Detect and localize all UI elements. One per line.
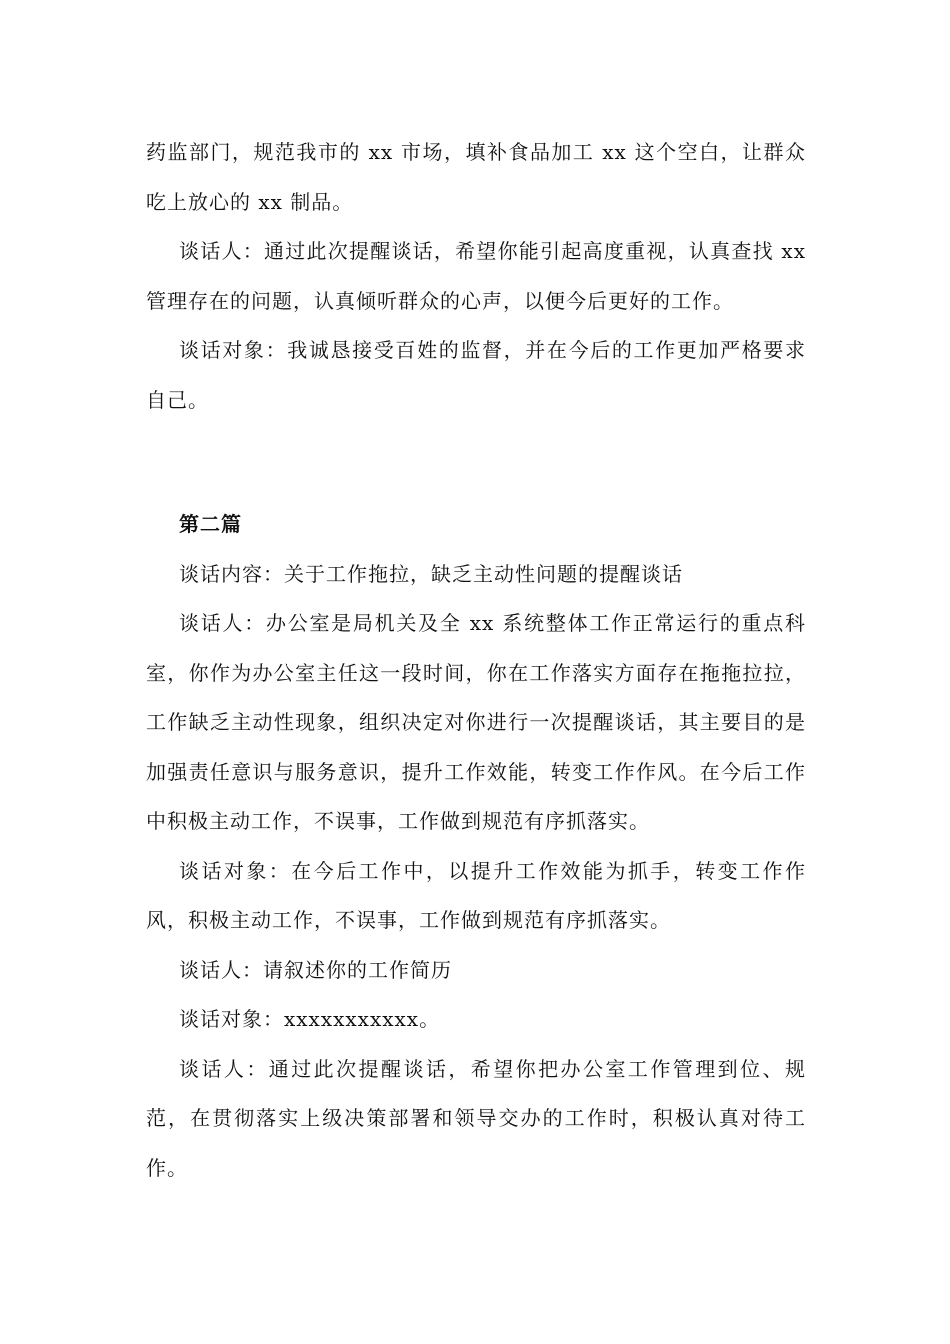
paragraph-continuation: 药监部门，规范我市的 xx 市场，填补食品加工 xx 这个空白，让群众吃上放心的 xx 制品。 (146, 140, 806, 214)
paragraph-speaker: 谈话人：通过此次提醒谈话，希望你把办公室工作管理到位、规范，在贯彻落实上级决策部署和领导交办的工作时，积极认真对待工作。 (146, 1056, 806, 1180)
paragraph-subject: 谈话对象：我诚恳接受百姓的监督，并在今后的工作更加严格要求自己。 (146, 338, 806, 412)
paragraph-subject: 谈话对象：xxxxxxxxxxx。 (179, 1007, 441, 1031)
paragraph-subject: 谈话对象：在今后工作中，以提升工作效能为抓手，转变工作作风，积极主动工作，不误事，工作做到规范有序抓落实。 (146, 858, 806, 932)
paragraph-speaker: 谈话人：办公室是局机关及全 xx 系统整体工作正常运行的重点科室，你作为办公室主任这一段时间，你在工作落实方面存在拖拖拉拉，工作缺乏主动性现象，组织决定对你进行一次提醒谈话，其主要目的是加强责任意识与服务意识，提升工作效能，转变工作作风。在今后工作中积极主动工作，不误事，工作做到规范有序抓落实。 (146, 611, 806, 833)
document-body (146, 128, 806, 1193)
paragraph-speaker: 谈话人：通过此次提醒谈话，希望你能引起高度重视，认真查找 xx 管理存在的问题，认真倾听群众的心声，以便今后更好的工作。 (146, 239, 806, 313)
paragraph-topic: 谈话内容：关于工作拖拉，缺乏主动性问题的提醒谈话 (179, 561, 683, 586)
paragraph-speaker: 谈话人：请叙述你的工作简历 (179, 957, 452, 982)
section-heading: 第二篇 (179, 512, 242, 536)
section-spacer (146, 425, 806, 474)
